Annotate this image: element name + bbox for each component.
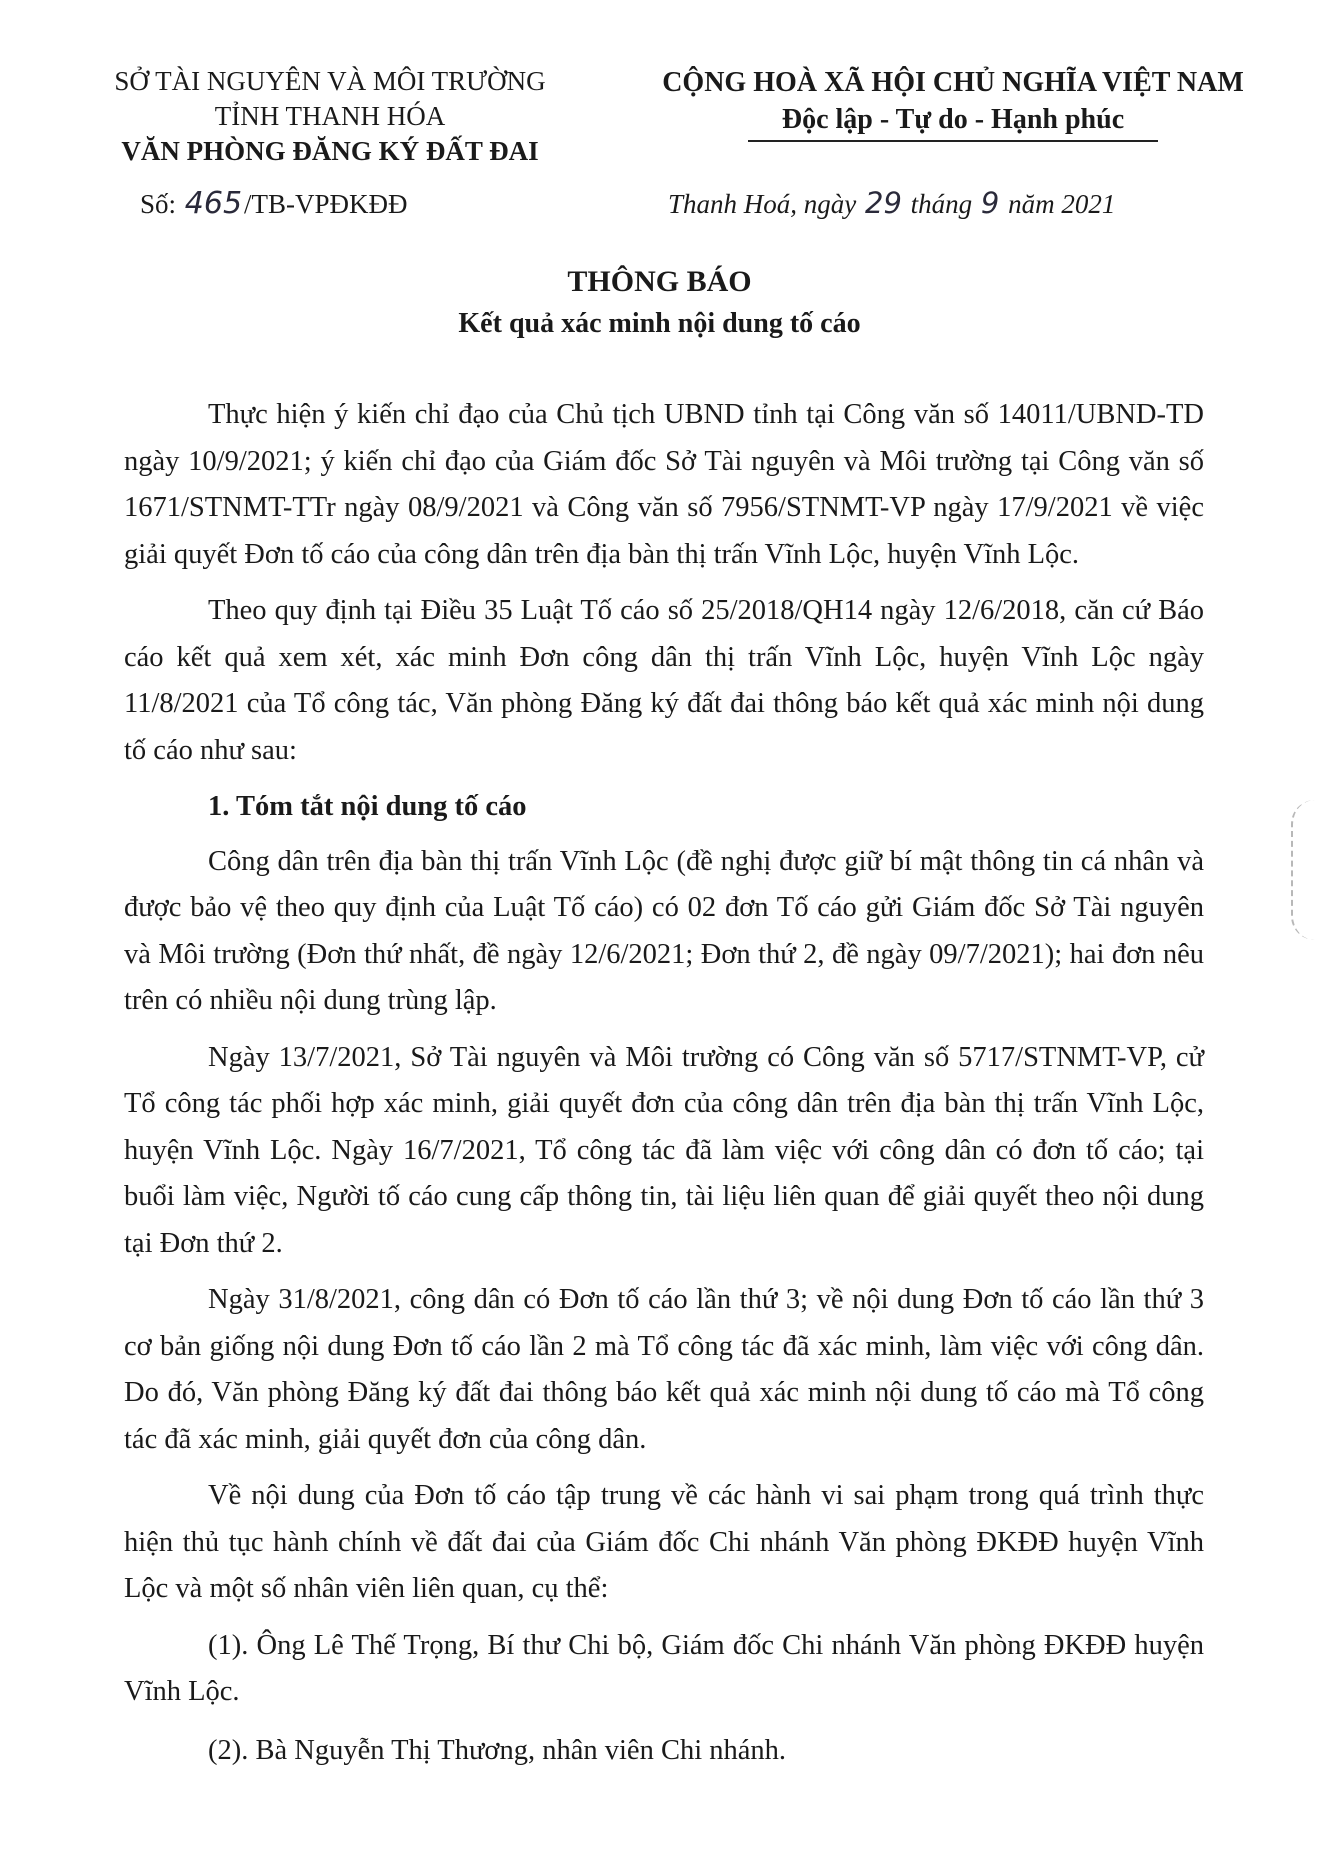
issuing-agency-block	[60, 64, 600, 169]
country-name: CỘNG HOÀ XÃ HỘI CHỦ NGHĨA VIỆT NAM	[662, 67, 1244, 98]
document-title: THÔNG BÁO	[567, 265, 752, 298]
list-item-1: (1). Ông Lê Thế Trọng, Bí thư Chi bộ, Giám đốc Chi nhánh Văn phòng ĐKĐĐ huyện Vĩnh Lộc.	[124, 1629, 1204, 1707]
national-header-block	[608, 64, 1298, 142]
agency-line-2: TỈNH THANH HÓA	[214, 101, 446, 131]
margin-stamp-edge	[1291, 800, 1315, 940]
date-month-handwritten: 9	[980, 186, 1000, 220]
national-motto: Độc lập - Tự do - Hạnh phúc	[781, 104, 1125, 135]
document-body	[124, 392, 1204, 1786]
paragraph-4: Ngày 13/7/2021, Sở Tài nguyên và Môi trường có Công văn số 5717/STNMT-VP, cử Tổ công tác phối hợp xác minh, giải quyết đơn của công dân trên địa bàn thị trấn Vĩnh Lộc, huyện Vĩnh Lộc. Ngày 16/7/2021, Tổ công tác đã làm việc với công dân có đơn tố cáo; tại buổi làm việc, Người tố cáo cung cấp thông tin, tài liệu liên quan để giải quyết theo nội dung tại Đơn thứ 2.	[124, 1041, 1204, 1259]
date-day-handwritten: 29	[865, 186, 902, 220]
paragraph-6: Về nội dung của Đơn tố cáo tập trung về các hành vi sai phạm trong quá trình thực hiện thủ tục hành chính về đất đai của Giám đốc Chi nhánh Văn phòng ĐKĐĐ huyện Vĩnh Lộc và một số nhân viên liên quan, cụ thể:	[124, 1480, 1204, 1604]
list-item-2: (2). Bà Nguyễn Thị Thương, nhân viên Chi nhánh.	[208, 1734, 787, 1766]
issue-date	[668, 186, 1115, 220]
doc-no-suffix: /TB-VPĐKĐĐ	[244, 189, 408, 219]
agency-line-1: SỞ TÀI NGUYÊN VÀ MÔI TRƯỜNG	[114, 66, 546, 96]
date-year-label: năm 2021	[1001, 189, 1116, 219]
doc-no-handwritten: 465	[184, 186, 243, 221]
date-month-label: tháng	[903, 189, 979, 219]
paragraph-5: Ngày 31/8/2021, công dân có Đơn tố cáo lần thứ 3; về nội dung Đơn tố cáo lần thứ 3 cơ bản giống nội dung Đơn tố cáo lần 2 mà Tổ công tác đã xác minh, làm việc với công dân. Do đó, Văn phòng Đăng ký đất đai thông báo kết quả xác minh nội dung tố cáo mà Tổ công tác đã xác minh, giải quyết đơn của công dân.	[124, 1284, 1204, 1455]
agency-line-3: VĂN PHÒNG ĐĂNG KÝ ĐẤT ĐAI	[121, 136, 539, 166]
date-prefix: Thanh Hoá, ngày	[668, 189, 863, 219]
document-number	[140, 186, 408, 221]
section-1-heading: 1. Tóm tắt nội dung tố cáo	[208, 791, 527, 822]
paragraph-1: Thực hiện ý kiến chỉ đạo của Chủ tịch UBND tỉnh tại Công văn số 14011/UBND-TD ngày 10/9/2021; ý kiến chỉ đạo của Giám đốc Sở Tài nguyên và Môi trường tại Công văn số 1671/STNMT-TTr ngày 08/9/2021 và Công văn số 7956/STNMT-VP ngày 17/9/2021 về việc giải quyết Đơn tố cáo của công dân trên địa bàn thị trấn Vĩnh Lộc, huyện Vĩnh Lộc.	[124, 399, 1204, 570]
doc-no-prefix: Số:	[140, 189, 183, 219]
document-subtitle: Kết quả xác minh nội dung tố cáo	[458, 308, 861, 339]
paragraph-3: Công dân trên địa bàn thị trấn Vĩnh Lộc (đề nghị được giữ bí mật thông tin cá nhân và được bảo vệ theo quy định của Luật Tố cáo) có 02 đơn Tố cáo gửi Giám đốc Sở Tài nguyên và Môi trường (Đơn thứ nhất, đề ngày 12/6/2021; Đơn thứ 2, đề ngày 09/7/2021); hai đơn nêu trên có nhiều nội dung trùng lập.	[124, 845, 1204, 1016]
paragraph-2: Theo quy định tại Điều 35 Luật Tố cáo số 25/2018/QH14 ngày 12/6/2018, căn cứ Báo cáo kết quả xem xét, xác minh Đơn công dân thị trấn Vĩnh Lộc, huyện Vĩnh Lộc ngày 11/8/2021 của Tổ công tác, Văn phòng Đăng ký đất đai thông báo kết quả xác minh nội dung tố cáo như sau:	[124, 595, 1204, 766]
motto-underline	[748, 140, 1158, 142]
